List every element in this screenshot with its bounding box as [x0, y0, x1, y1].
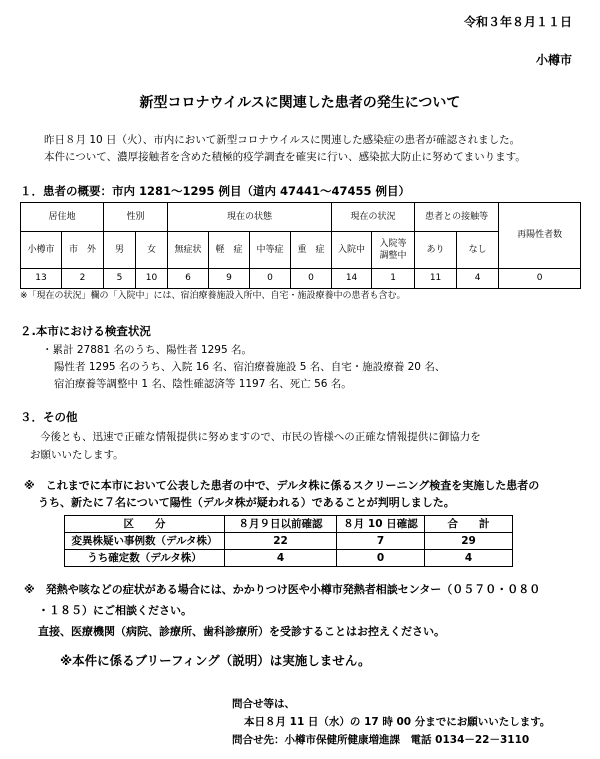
- group-gender: 性別: [104, 203, 168, 232]
- consult-line-3: 直接、医療機関（病院、診療所、歯科診療所）を受診することはお控えください。: [38, 625, 445, 638]
- col-adjusting-line-1: 入院等: [379, 238, 407, 249]
- delta-notice: [24, 477, 539, 511]
- intro-line-2: 本件について、濃厚接触者を含めた積極的疫学調査を確実に行い、感染拡大防止に努めてまいります。: [44, 151, 526, 163]
- consult-line-2: ・１８５）にご相談ください。: [38, 604, 192, 617]
- val-hospitalized: 14: [332, 269, 372, 289]
- delta-row-label: うち確定数（デルタ株）: [65, 550, 225, 567]
- group-condition: 現在の状態: [168, 203, 332, 232]
- val-severe: 0: [291, 269, 332, 289]
- delta-row-cell: 0: [337, 550, 425, 567]
- section2-line-1: ・累計 27881 名のうち、陽性者 1295 名。: [42, 344, 252, 356]
- col-asymptomatic: 無症状: [168, 232, 209, 269]
- delta-line-2: うち、新たに７名について陽性（デルタ株が疑われる）であることが判明しました。: [38, 496, 455, 509]
- col-mild: 軽 症: [209, 232, 250, 269]
- col-moderate: 中等症: [250, 232, 291, 269]
- col-adjusting: [372, 232, 415, 269]
- col-adjusting-line-2: 調整中: [379, 251, 407, 261]
- status-note: ※「現在の状況」欄の「入院中」には、宿泊療養施設入所中、自宅・施設療養中の患者も含む。: [20, 291, 406, 301]
- contact-line-2: 本日８月 11 日（水）の 17 時 00 分までにお願いいたします。: [244, 716, 551, 728]
- contact-line-3: 問合せ先：小樽市保健所健康増進課 電話 0134－22－3110: [232, 734, 530, 746]
- table-row: [65, 550, 513, 567]
- section2-line-2: 陽性者 1295 名のうち、入院 16 名、宿泊療養施設 5 名、自宅・施設療養 20 名、: [54, 361, 446, 373]
- delta-header-aug10: ８月 10 日確認: [337, 516, 425, 533]
- col-male: 男: [104, 232, 136, 269]
- val-repositive: 0: [499, 269, 581, 289]
- val-asymptomatic: 6: [168, 269, 209, 289]
- section2-heading: ２.本市における検査状況: [20, 324, 151, 338]
- section3-heading: ３．その他: [20, 410, 78, 424]
- col-severe: 重 症: [291, 232, 332, 269]
- val-moderate: 0: [250, 269, 291, 289]
- group-status: 現在の状況: [332, 203, 415, 232]
- group-repositive: 再陽性者数: [499, 203, 581, 269]
- patient-summary-table: [20, 202, 581, 289]
- section1-heading: １．患者の概要：市内 1281～1295 例目（道内 47441～47455 例目）: [20, 184, 411, 198]
- val-contact-yes: 11: [415, 269, 457, 289]
- val-female: 10: [136, 269, 168, 289]
- group-contact: 患者との接触等: [415, 203, 499, 232]
- table-row: [65, 533, 513, 550]
- group-residence: 居住地: [21, 203, 104, 232]
- intro-line-1: 昨日８月 10 日（火）、市内において新型コロナウイルスに関連した感染症の患者が確認されました。: [44, 134, 521, 146]
- delta-row-cell: 4: [425, 550, 513, 567]
- delta-header-category: 区 分: [65, 516, 225, 533]
- consult-line-1: ※ 発熱や咳などの症状がある場合には、かかりつけ医や小樽市発熱者相談センター（０５７０・０８０: [24, 583, 541, 596]
- delta-table: [64, 515, 513, 567]
- val-contact-no: 4: [457, 269, 499, 289]
- intro-paragraph: [44, 132, 526, 166]
- issuer-city: 小樽市: [535, 53, 572, 67]
- document-date: 令和３年８月１１日: [463, 15, 572, 29]
- delta-row-cell: 22: [225, 533, 337, 550]
- contact-line-1: 問合せ等は、: [232, 698, 295, 710]
- delta-row-label: 変異株疑い事例数（デルタ株）: [65, 533, 225, 550]
- col-contact-no: なし: [457, 232, 499, 269]
- val-mild: 9: [209, 269, 250, 289]
- delta-line-1: ※ これまでに本市において公表した患者の中で、デルタ株に係るスクリーニング検査を実施した患者の: [24, 479, 540, 492]
- delta-row-cell: 4: [225, 550, 337, 567]
- section3-line-1: 今後とも、迅速で正確な情報提供に努めますので、市民の皆様への正確な情報提供に御協力を: [40, 431, 481, 443]
- col-contact-yes: あり: [415, 232, 457, 269]
- delta-row-cell: 7: [337, 533, 425, 550]
- col-hospitalized: 入院中: [332, 232, 372, 269]
- consult-notice: [24, 579, 540, 642]
- val-outside: 2: [62, 269, 104, 289]
- section3-line-2: お願いいたします。: [30, 449, 124, 461]
- col-female: 女: [136, 232, 168, 269]
- val-adjusting: 1: [372, 269, 415, 289]
- delta-header-total: 合 計: [425, 516, 513, 533]
- val-otaru: 13: [21, 269, 62, 289]
- col-otaru: 小樽市: [21, 232, 62, 269]
- section2-line-3: 宿泊療養等調整中 1 名、陰性確認済等 1197 名、死亡 56 名。: [54, 378, 352, 390]
- briefing-notice: ※本件に係るブリーフィング（説明）は実施しません。: [60, 653, 371, 668]
- col-outside: 市 外: [62, 232, 104, 269]
- document-title: 新型コロナウイルスに関連した患者の発生について: [139, 95, 461, 111]
- delta-row-cell: 29: [425, 533, 513, 550]
- val-male: 5: [104, 269, 136, 289]
- delta-header-before-aug9: ８月９日以前確認: [225, 516, 337, 533]
